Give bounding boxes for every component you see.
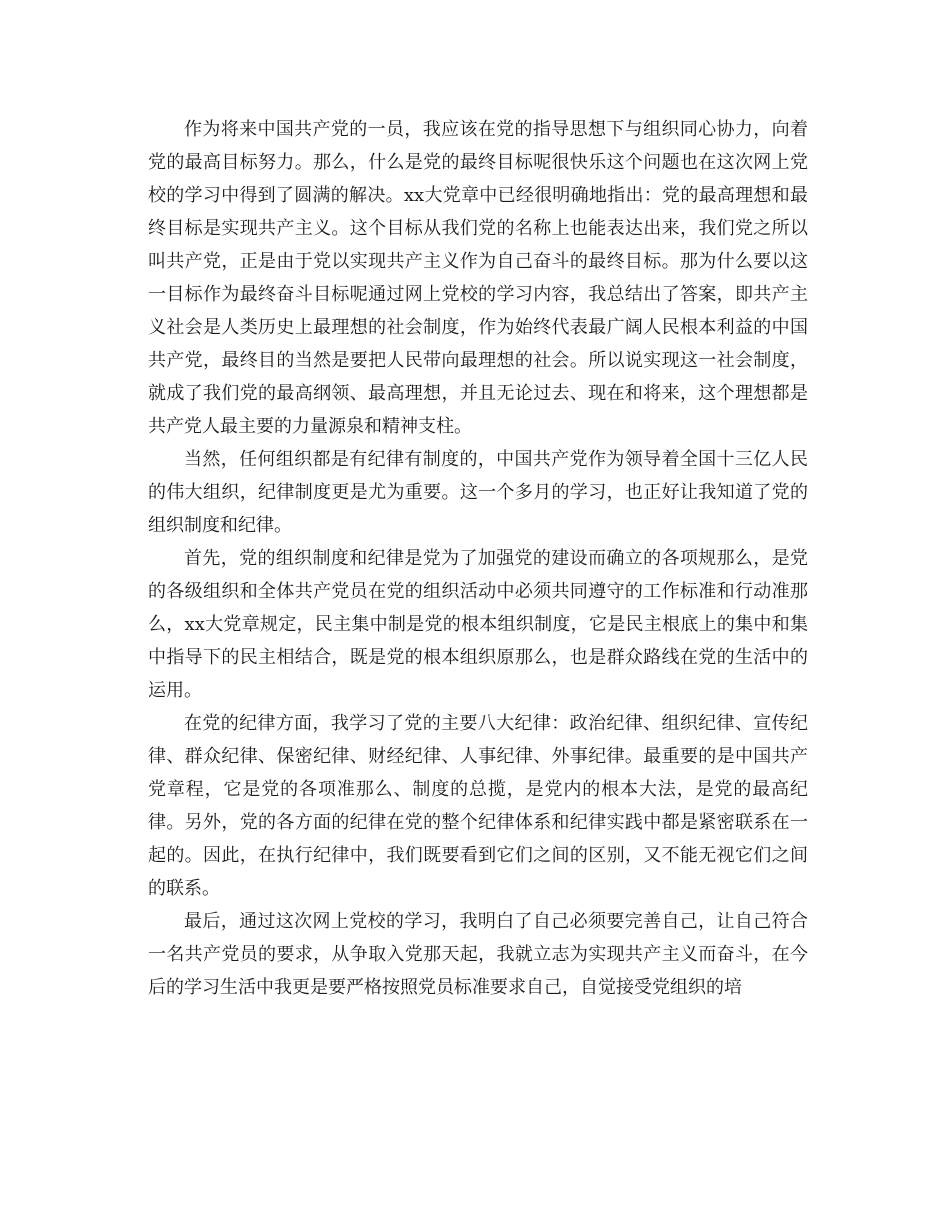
paragraph-5: 最后，通过这次网上党校的学习，我明白了自己必须要完善自己，让自己符合一名共产党员的要求，从争取入党那天起，我就立志为实现共产主义而奋斗，在今后的学习生活中我更是要严格按照党员标准要求自己，自觉接受党组织的培 bbox=[148, 911, 808, 998]
document-body bbox=[148, 113, 808, 1004]
paragraph-4: 在党的纪律方面，我学习了党的主要八大纪律：政治纪律、组织纪律、宣传纪律、群众纪律、保密纪律、财经纪律、人事纪律、外事纪律。最重要的是中国共产党章程，它是党的各项准那么、制度的总揽，是党内的根本大法，是党的最高纪律。另外，党的各方面的纪律在党的整个纪律体系和纪律实践中都是紧密联系在一起的。因此，在执行纪律中，我们既要看到它们之间的区别，又不能无视它们之间的联系。 bbox=[148, 713, 808, 899]
paragraph-3: 首先，党的组织制度和纪律是党为了加强党的建设而确立的各项规那么，是党的各级组织和全体共产党员在党的组织活动中必须共同遵守的工作标准和行动准那么，xx大党章规定，民主集中制是党的根本组织制度，它是民主根底上的集中和集中指导下的民主相结合，既是党的根本组织原那么，也是群众路线在党的生活中的运用。 bbox=[148, 548, 808, 701]
paragraph-1: 作为将来中国共产党的一员，我应该在党的指导思想下与组织同心协力，向着党的最高目标努力。那么，什么是党的最终目标呢很快乐这个问题也在这次网上党校的学习中得到了圆满的解决。xx大党章中已经很明确地指出：党的最高理想和最终目标是实现共产主义。这个目标从我们党的名称上也能表达出来，我们党之所以叫共产党，正是由于党以实现共产主义作为自己奋斗的最终目标。那为什么要以这一目标作为最终奋斗目标呢通过网上党校的学习内容，我总结出了答案，即共产主义社会是人类历史上最理想的社会制度，作为始终代表最广阔人民根本利益的中国共产党，最终目的当然是要把人民带向最理想的社会。所以说实现这一社会制度，就成了我们党的最高纲领、最高理想，并且无论过去、现在和将来，这个理想都是共产党人最主要的力量源泉和精神支柱。 bbox=[148, 119, 808, 437]
paragraph-2: 当然，任何组织都是有纪律有制度的，中国共产党作为领导着全国十三亿人民的伟大组织，纪律制度更是尤为重要。这一个多月的学习，也正好让我知道了党的组织制度和纪律。 bbox=[148, 449, 808, 536]
